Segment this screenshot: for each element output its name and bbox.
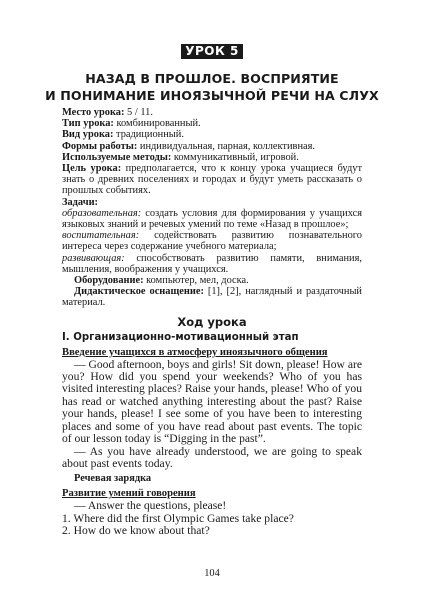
task-label: развивающая:	[62, 252, 125, 264]
meta-value: коммуникативный, игровой.	[171, 151, 299, 163]
task-text: способствовать развитию памяти, внимания, мышления, воображения у учащихся.	[62, 252, 362, 275]
tasks-heading	[62, 197, 362, 208]
meta-label: Место урока:	[62, 107, 125, 118]
meta-value: 5 / 11.	[124, 107, 153, 118]
speaking-heading: Развитие умений говорения	[62, 488, 196, 500]
meta-value: комбинированный.	[113, 118, 201, 130]
goal-label: Цель урока:	[62, 163, 122, 175]
meta-label: Используемые методы:	[62, 151, 172, 163]
equipment-label: Оборудование:	[74, 275, 144, 287]
meta-forms	[62, 141, 362, 152]
goal-text: предполагается, что к концу урока учащиеся будут знать о древних поселениях и городах и будут уметь рассказать о прошлых событиях.	[62, 163, 362, 197]
meta-label: Вид урока:	[62, 129, 114, 141]
lesson-goal	[62, 163, 362, 197]
meta-value: индивидуальная, парная, коллективная.	[137, 140, 315, 152]
task-label: воспитательная:	[62, 230, 140, 242]
equipment-text: компьютер, мел, доска.	[143, 275, 249, 287]
course-heading: Ход урока	[177, 314, 247, 329]
lesson-label	[0, 42, 424, 60]
meta-label: Формы работы:	[62, 140, 138, 152]
task-upbringing	[62, 230, 362, 252]
meta-methods	[62, 152, 362, 163]
intro-heading: Введение учащихся в атмосферу иноязычного общения	[62, 346, 328, 358]
meta-label: Тип урока:	[62, 118, 114, 130]
understood-paragraph: — As you have already understood, we are going to speak about past events today.	[62, 444, 362, 470]
greeting-paragraph: — Good afternoon, boys and girls! Sit down, please! How are you? How did you spend your weekends? Who of you has visited interesting places? Raise your hands, please! Who of you has read or watched anything interesting about the past? Raise your hands, please! I see some of you have been to interesting places and some of you have read about past events. The topic of our lesson today is “Digging in the past”.	[62, 357, 362, 446]
task-educational	[62, 208, 362, 230]
meta-place	[62, 107, 362, 118]
page-number: 104	[204, 568, 220, 579]
task-text: создать условия для формирования у учащихся языковых знаний и речевых умений по теме «Назад в прошлое»;	[62, 207, 362, 231]
lesson-title-line-2: И ПОНИМАНИЕ ИНОЯЗЫЧНОЙ РЕЧИ НА СЛУХ	[45, 88, 379, 103]
equipment	[62, 275, 362, 286]
stage-heading: I. Организационно-мотивационный этап	[62, 331, 299, 343]
lesson-label-text: УРОК 5	[181, 44, 243, 59]
questions-intro: — Answer the questions, please!	[74, 499, 227, 513]
meta-kind	[62, 129, 362, 140]
task-text: содействовать развитию познавательного интереса через содержание учебного материала;	[62, 230, 362, 253]
question-item: 1. Where did the first Olympic Games take place?	[62, 511, 294, 525]
question-item: 2. How do we know about that?	[62, 524, 210, 538]
tasks-heading-text: Задачи:	[62, 196, 99, 208]
lesson-title-line-1: НАЗАД В ПРОШЛОЕ. ВОСПРИЯТИЕ	[85, 71, 339, 86]
didactic-materials	[62, 286, 362, 308]
lesson-body	[62, 107, 362, 538]
task-label: образовательная:	[62, 207, 142, 219]
lesson-title	[40, 70, 384, 104]
didactic-text: [1], [2], наглядный и раздаточный материал.	[62, 286, 362, 309]
meta-type	[62, 118, 362, 129]
meta-value: традиционный.	[113, 129, 184, 141]
warmup-heading: Речевая зарядка	[74, 473, 152, 485]
task-developing	[62, 253, 362, 275]
didactic-label: Дидактическое оснащение:	[74, 286, 204, 298]
